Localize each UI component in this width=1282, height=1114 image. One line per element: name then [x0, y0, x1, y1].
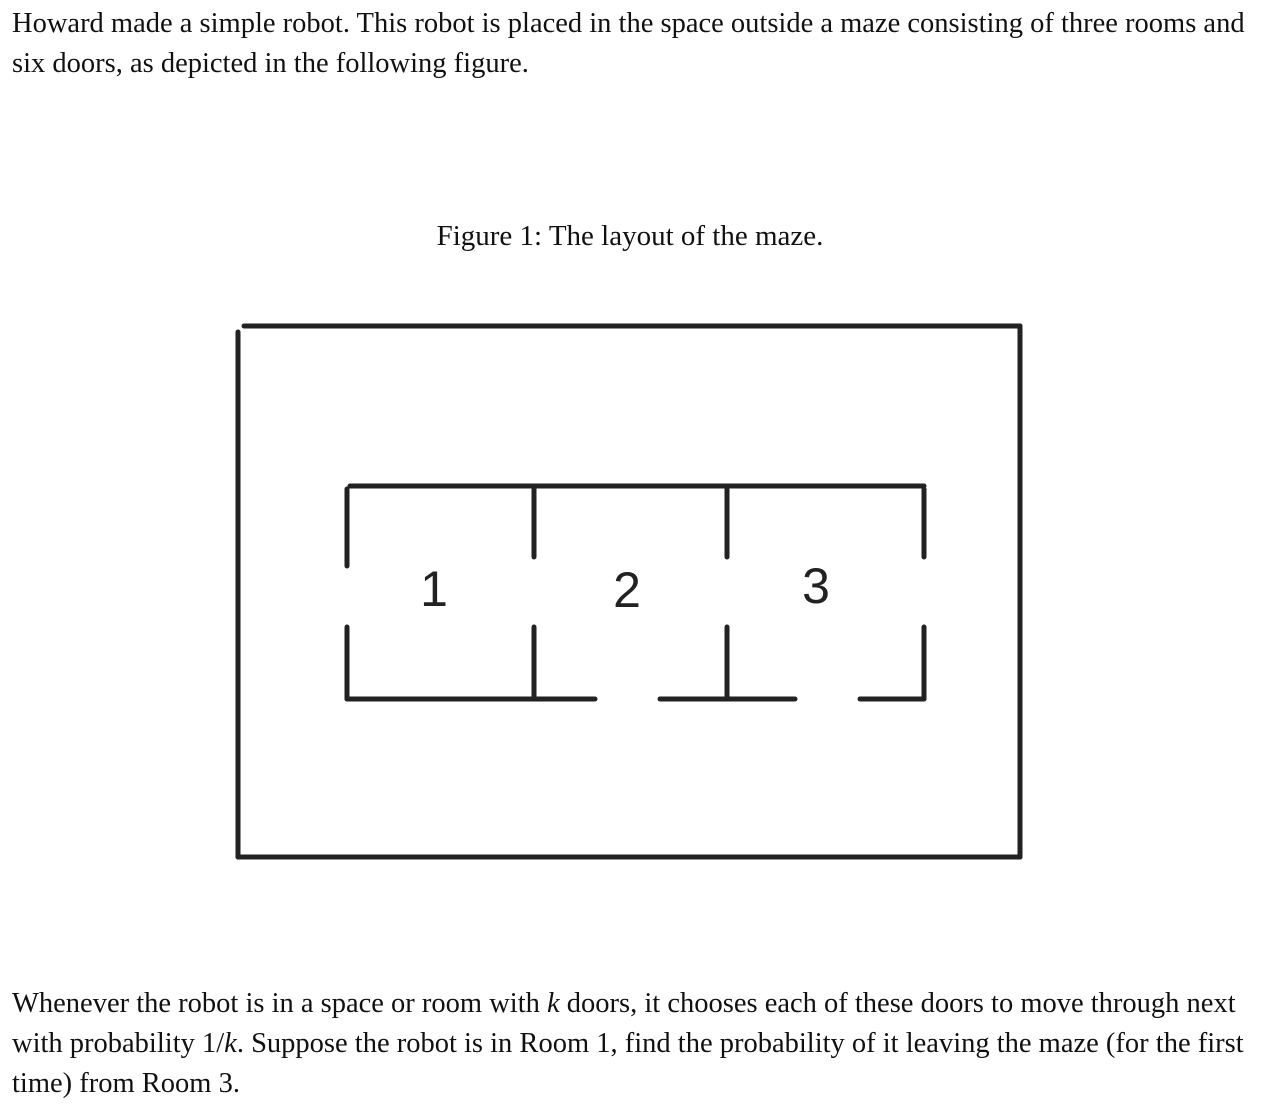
- question-text-part2: doors, it chooses each of these doors to move through next with probability 1/: [12, 988, 1236, 1059]
- variable-k-second: k: [224, 1028, 237, 1059]
- variable-k: k: [547, 988, 560, 1019]
- figure-caption: Figure 1: The layout of the maze.: [436, 220, 824, 252]
- question-text-part1: Whenever the robot is in a space or room with: [12, 988, 548, 1019]
- question-text-part3: . Suppose the robot is in Room 1, find the probability of it leaving the maze (for the first time) from Room 3.: [12, 1028, 1244, 1099]
- room-3-label: 3: [802, 558, 830, 614]
- intro-paragraph: Howard made a simple robot. This robot is placed in the space outside a maze consisting of three rooms and six doors, as depicted in the following figure.: [12, 8, 1245, 79]
- question-paragraph: [12, 984, 1262, 1104]
- room-2-label: 2: [613, 562, 641, 618]
- room-1-label: 1: [420, 561, 448, 617]
